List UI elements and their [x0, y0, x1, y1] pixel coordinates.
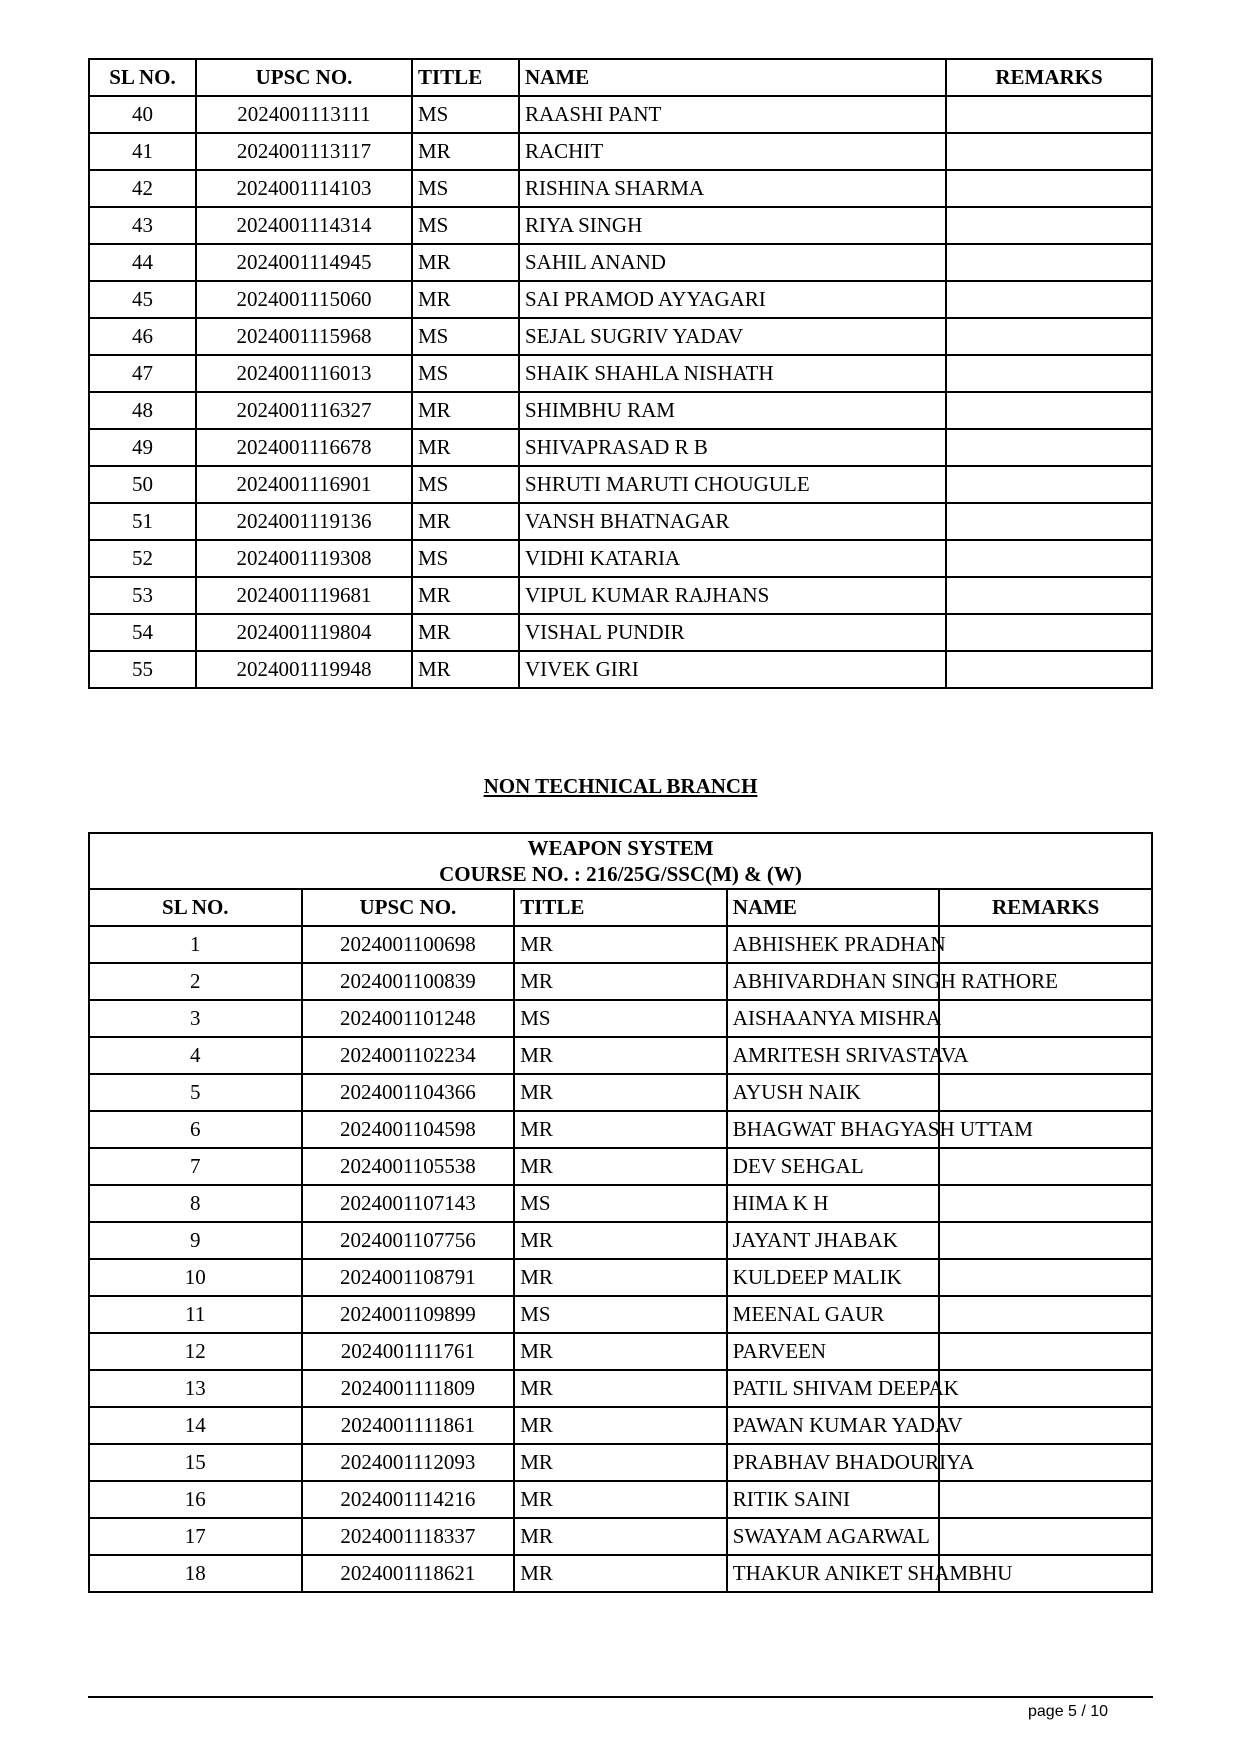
- col-header-title: TITLE: [412, 59, 519, 96]
- cell-sl-no: 40: [89, 96, 196, 133]
- cell-name: AMRITESH SRIVASTAVA: [727, 1037, 940, 1074]
- cell-name: SHIMBHU RAM: [519, 392, 946, 429]
- cell-sl-no: 13: [89, 1370, 302, 1407]
- cell-name: RISHINA SHARMA: [519, 170, 946, 207]
- cell-sl-no: 15: [89, 1444, 302, 1481]
- table-row: [89, 1185, 1152, 1222]
- cell-sl-no: 46: [89, 318, 196, 355]
- cell-remarks: [939, 1074, 1152, 1111]
- table-row: [89, 207, 1152, 244]
- cell-sl-no: 7: [89, 1148, 302, 1185]
- cell-sl-no: 2: [89, 963, 302, 1000]
- cell-title: MR: [514, 1481, 727, 1518]
- table-row: [89, 1259, 1152, 1296]
- cell-remarks: [939, 1296, 1152, 1333]
- cell-upsc-no: 2024001107143: [302, 1185, 515, 1222]
- cell-remarks: [939, 1000, 1152, 1037]
- cell-upsc-no: 2024001119308: [196, 540, 412, 577]
- cell-name: RACHIT: [519, 133, 946, 170]
- cell-upsc-no: 2024001119681: [196, 577, 412, 614]
- cell-remarks: [939, 1148, 1152, 1185]
- cell-name: SHAIK SHAHLA NISHATH: [519, 355, 946, 392]
- cell-sl-no: 9: [89, 1222, 302, 1259]
- table-row: [89, 1444, 1152, 1481]
- cell-title: MR: [412, 133, 519, 170]
- cell-sl-no: 10: [89, 1259, 302, 1296]
- cell-upsc-no: 2024001113117: [196, 133, 412, 170]
- table-row: [89, 614, 1152, 651]
- cell-name: VIVEK GIRI: [519, 651, 946, 688]
- col-header-remarks: REMARKS: [939, 889, 1152, 926]
- cell-name: KULDEEP MALIK: [727, 1259, 940, 1296]
- table-body: [89, 96, 1152, 688]
- cell-sl-no: 50: [89, 466, 196, 503]
- cell-title: MR: [412, 503, 519, 540]
- cell-name: BHAGWAT BHAGYASH UTTAM: [727, 1111, 940, 1148]
- cell-name: AISHAANYA MISHRA: [727, 1000, 940, 1037]
- cell-sl-no: 48: [89, 392, 196, 429]
- cell-remarks: [939, 1518, 1152, 1555]
- col-header-sl-no: SL NO.: [89, 889, 302, 926]
- cell-title: MS: [412, 207, 519, 244]
- cell-sl-no: 55: [89, 651, 196, 688]
- table-row: [89, 133, 1152, 170]
- cell-title: MR: [514, 926, 727, 963]
- cell-upsc-no: 2024001114314: [196, 207, 412, 244]
- cell-title: MS: [514, 1185, 727, 1222]
- table-row: [89, 96, 1152, 133]
- cell-title: MR: [412, 244, 519, 281]
- table-row: [89, 1148, 1152, 1185]
- table-header-row: [89, 889, 1152, 926]
- cell-sl-no: 49: [89, 429, 196, 466]
- cell-sl-no: 5: [89, 1074, 302, 1111]
- page-number: page 5 / 10: [1028, 1703, 1109, 1720]
- cell-remarks: [946, 207, 1152, 244]
- cell-title: MR: [412, 429, 519, 466]
- cell-name: RAASHI PANT: [519, 96, 946, 133]
- cell-title: MR: [514, 1222, 727, 1259]
- cell-upsc-no: 2024001111761: [302, 1333, 515, 1370]
- table-row: [89, 1222, 1152, 1259]
- cell-sl-no: 44: [89, 244, 196, 281]
- cell-title: MS: [412, 170, 519, 207]
- cell-title: MR: [514, 1111, 727, 1148]
- cell-upsc-no: 2024001115060: [196, 281, 412, 318]
- table-row: [89, 577, 1152, 614]
- cell-remarks: [946, 170, 1152, 207]
- cell-name: SWAYAM AGARWAL: [727, 1518, 940, 1555]
- cell-upsc-no: 2024001104598: [302, 1111, 515, 1148]
- cell-sl-no: 45: [89, 281, 196, 318]
- cell-upsc-no: 2024001118621: [302, 1555, 515, 1592]
- cell-remarks: [946, 614, 1152, 651]
- cell-upsc-no: 2024001105538: [302, 1148, 515, 1185]
- table-row: [89, 540, 1152, 577]
- cell-title: MR: [412, 651, 519, 688]
- table-row: [89, 1111, 1152, 1148]
- cell-name: RIYA SINGH: [519, 207, 946, 244]
- cell-upsc-no: 2024001116678: [196, 429, 412, 466]
- cell-title: MR: [514, 1370, 727, 1407]
- cell-upsc-no: 2024001102234: [302, 1037, 515, 1074]
- cell-name: PARVEEN: [727, 1333, 940, 1370]
- table-row: [89, 429, 1152, 466]
- cell-remarks: [946, 577, 1152, 614]
- cell-name: DEV SEHGAL: [727, 1148, 940, 1185]
- table-row: [89, 651, 1152, 688]
- cell-upsc-no: 2024001115968: [196, 318, 412, 355]
- cell-upsc-no: 2024001114945: [196, 244, 412, 281]
- cell-name: ABHISHEK PRADHAN: [727, 926, 940, 963]
- cell-sl-no: 43: [89, 207, 196, 244]
- cell-remarks: [946, 503, 1152, 540]
- table-row: [89, 1296, 1152, 1333]
- cell-name: PATIL SHIVAM DEEPAK: [727, 1370, 940, 1407]
- cell-name: SHIVAPRASAD R B: [519, 429, 946, 466]
- cell-name: VIDHI KATARIA: [519, 540, 946, 577]
- cell-title: MR: [514, 963, 727, 1000]
- cell-upsc-no: 2024001119804: [196, 614, 412, 651]
- cell-remarks: [946, 392, 1152, 429]
- table-header-row: [89, 59, 1152, 96]
- table-row: [89, 355, 1152, 392]
- cell-upsc-no: 2024001104366: [302, 1074, 515, 1111]
- cell-remarks: [939, 1407, 1152, 1444]
- section-heading: [0, 774, 1241, 799]
- table-row: [89, 963, 1152, 1000]
- cell-upsc-no: 2024001109899: [302, 1296, 515, 1333]
- cell-name: VIPUL KUMAR RAJHANS: [519, 577, 946, 614]
- table-row: [89, 503, 1152, 540]
- cell-upsc-no: 2024001111861: [302, 1407, 515, 1444]
- cell-title: MS: [412, 318, 519, 355]
- cell-upsc-no: 2024001111809: [302, 1370, 515, 1407]
- cell-name: SEJAL SUGRIV YADAV: [519, 318, 946, 355]
- col-header-remarks: REMARKS: [946, 59, 1152, 96]
- cell-title: MS: [514, 1296, 727, 1333]
- table-row: [89, 1333, 1152, 1370]
- cell-title: MR: [514, 1037, 727, 1074]
- cell-remarks: [946, 355, 1152, 392]
- cell-remarks: [939, 1222, 1152, 1259]
- cell-title: MR: [514, 1407, 727, 1444]
- cell-remarks: [946, 244, 1152, 281]
- cell-remarks: [939, 926, 1152, 963]
- course-heading-row: [89, 833, 1152, 889]
- table-row: [89, 392, 1152, 429]
- table-row: [89, 1037, 1152, 1074]
- table-row: [89, 281, 1152, 318]
- table-row: [89, 170, 1152, 207]
- cell-sl-no: 16: [89, 1481, 302, 1518]
- cell-remarks: [939, 1037, 1152, 1074]
- cell-title: MS: [412, 96, 519, 133]
- table-row: [89, 1074, 1152, 1111]
- col-header-name: NAME: [727, 889, 940, 926]
- cell-remarks: [946, 281, 1152, 318]
- cell-title: MR: [514, 1148, 727, 1185]
- col-header-upsc-no: UPSC NO.: [302, 889, 515, 926]
- cell-sl-no: 3: [89, 1000, 302, 1037]
- cell-sl-no: 12: [89, 1333, 302, 1370]
- cell-sl-no: 18: [89, 1555, 302, 1592]
- cell-title: MR: [412, 281, 519, 318]
- cell-remarks: [939, 1185, 1152, 1222]
- cell-name: AYUSH NAIK: [727, 1074, 940, 1111]
- cell-sl-no: 11: [89, 1296, 302, 1333]
- cell-title: MS: [514, 1000, 727, 1037]
- cell-name: HIMA K H: [727, 1185, 940, 1222]
- table-row: [89, 244, 1152, 281]
- cell-name: RITIK SAINI: [727, 1481, 940, 1518]
- cell-title: MR: [514, 1259, 727, 1296]
- cell-remarks: [939, 1370, 1152, 1407]
- cell-remarks: [946, 318, 1152, 355]
- cell-sl-no: 41: [89, 133, 196, 170]
- cell-sl-no: 6: [89, 1111, 302, 1148]
- cell-title: MR: [412, 392, 519, 429]
- col-header-name: NAME: [519, 59, 946, 96]
- cell-title: MS: [412, 355, 519, 392]
- cell-name: THAKUR ANIKET SHAMBHU: [727, 1555, 940, 1592]
- cell-upsc-no: 2024001100839: [302, 963, 515, 1000]
- cell-title: MS: [412, 540, 519, 577]
- table-body: [89, 926, 1152, 1592]
- cell-title: MR: [514, 1444, 727, 1481]
- cell-sl-no: 53: [89, 577, 196, 614]
- cell-name: SAHIL ANAND: [519, 244, 946, 281]
- cell-upsc-no: 2024001116013: [196, 355, 412, 392]
- cell-title: MR: [412, 614, 519, 651]
- cell-upsc-no: 2024001114216: [302, 1481, 515, 1518]
- cell-upsc-no: 2024001100698: [302, 926, 515, 963]
- course-heading: [89, 833, 1152, 889]
- table-row: [89, 1000, 1152, 1037]
- cell-remarks: [939, 1259, 1152, 1296]
- table-row: [89, 1518, 1152, 1555]
- cell-name: SHRUTI MARUTI CHOUGULE: [519, 466, 946, 503]
- cell-remarks: [946, 429, 1152, 466]
- table-row: [89, 318, 1152, 355]
- col-header-title: TITLE: [514, 889, 727, 926]
- cell-remarks: [939, 1481, 1152, 1518]
- cell-remarks: [946, 96, 1152, 133]
- table-row: [89, 926, 1152, 963]
- cell-title: MR: [514, 1333, 727, 1370]
- cell-name: PRABHAV BHADOURIYA: [727, 1444, 940, 1481]
- cell-sl-no: 4: [89, 1037, 302, 1074]
- cell-upsc-no: 2024001114103: [196, 170, 412, 207]
- cell-sl-no: 52: [89, 540, 196, 577]
- cell-remarks: [946, 540, 1152, 577]
- cell-name: PAWAN KUMAR YADAV: [727, 1407, 940, 1444]
- footer-divider: [88, 1696, 1153, 1698]
- cell-title: MR: [514, 1074, 727, 1111]
- cell-sl-no: 51: [89, 503, 196, 540]
- cell-remarks: [946, 651, 1152, 688]
- cell-upsc-no: 2024001112093: [302, 1444, 515, 1481]
- cell-name: ABHIVARDHAN SINGH RATHORE: [727, 963, 940, 1000]
- table-row: [89, 1481, 1152, 1518]
- course-branch-title: WEAPON SYSTEM: [527, 836, 714, 860]
- cell-upsc-no: 2024001108791: [302, 1259, 515, 1296]
- cell-upsc-no: 2024001116901: [196, 466, 412, 503]
- cell-sl-no: 1: [89, 926, 302, 963]
- col-header-upsc-no: UPSC NO.: [196, 59, 412, 96]
- cell-upsc-no: 2024001119136: [196, 503, 412, 540]
- cell-title: MR: [514, 1518, 727, 1555]
- table-row: [89, 466, 1152, 503]
- col-header-sl-no: SL NO.: [89, 59, 196, 96]
- cell-sl-no: 14: [89, 1407, 302, 1444]
- cell-sl-no: 47: [89, 355, 196, 392]
- cell-name: MEENAL GAUR: [727, 1296, 940, 1333]
- section-heading-text: NON TECHNICAL BRANCH: [483, 774, 758, 798]
- cell-title: MR: [514, 1555, 727, 1592]
- cell-remarks: [946, 133, 1152, 170]
- table-row: [89, 1555, 1152, 1592]
- cell-sl-no: 54: [89, 614, 196, 651]
- cell-name: VANSH BHATNAGAR: [519, 503, 946, 540]
- cell-upsc-no: 2024001107756: [302, 1222, 515, 1259]
- cell-upsc-no: 2024001118337: [302, 1518, 515, 1555]
- cell-sl-no: 17: [89, 1518, 302, 1555]
- cell-name: VISHAL PUNDIR: [519, 614, 946, 651]
- cell-sl-no: 42: [89, 170, 196, 207]
- cell-upsc-no: 2024001101248: [302, 1000, 515, 1037]
- candidate-table-continued: [88, 58, 1153, 689]
- cell-title: MS: [412, 466, 519, 503]
- cell-name: JAYANT JHABAK: [727, 1222, 940, 1259]
- cell-remarks: [946, 466, 1152, 503]
- cell-title: MR: [412, 577, 519, 614]
- cell-name: SAI PRAMOD AYYAGARI: [519, 281, 946, 318]
- table-row: [89, 1370, 1152, 1407]
- course-number: COURSE NO. : 216/25G/SSC(M) & (W): [439, 862, 802, 886]
- cell-remarks: [939, 1333, 1152, 1370]
- table-row: [89, 1407, 1152, 1444]
- cell-upsc-no: 2024001113111: [196, 96, 412, 133]
- cell-upsc-no: 2024001116327: [196, 392, 412, 429]
- cell-sl-no: 8: [89, 1185, 302, 1222]
- cell-upsc-no: 2024001119948: [196, 651, 412, 688]
- weapon-system-table: [88, 832, 1153, 1593]
